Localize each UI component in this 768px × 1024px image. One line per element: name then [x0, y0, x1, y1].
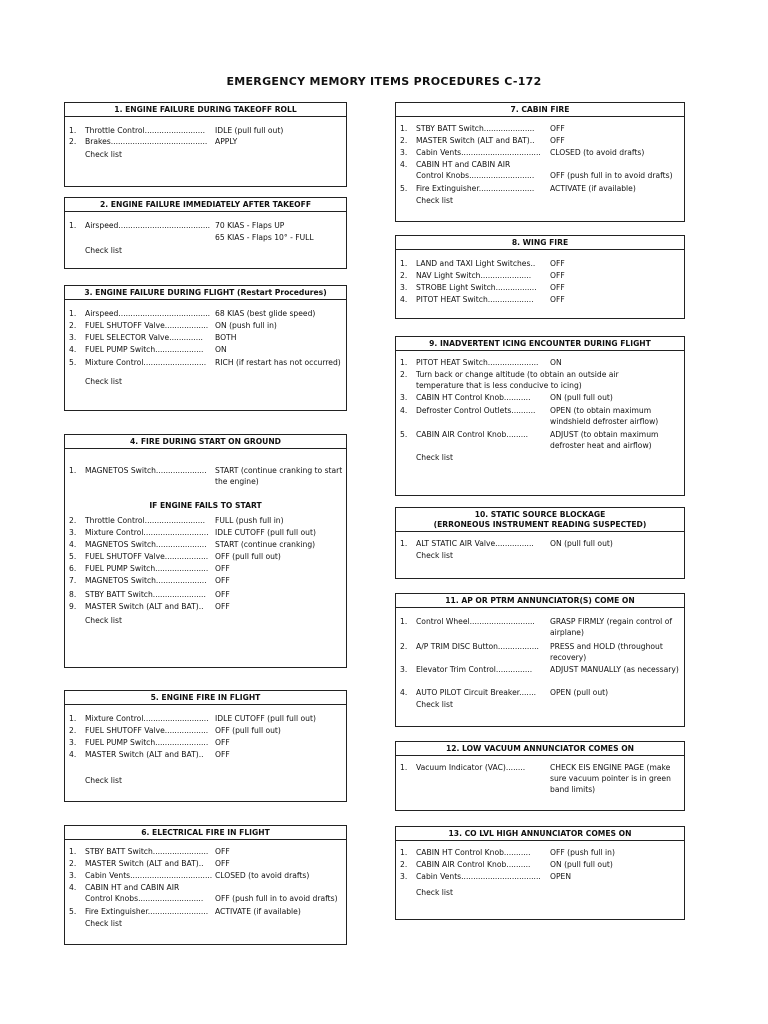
step-number: 3. [69, 871, 77, 880]
step-label: FUEL PUMP Switch...................... [85, 738, 209, 747]
step-number: 1. [69, 221, 77, 230]
step-label: FUEL SELECTOR Valve.............. [85, 333, 203, 342]
section-heading [396, 742, 684, 756]
step-number: 3. [69, 333, 77, 342]
step-action: ADJUST (to obtain maximum defroster heat and airflow) [550, 430, 659, 450]
section-electrical-fire [64, 825, 347, 945]
step-number: 1. [400, 358, 408, 367]
step-number: 4. [400, 406, 408, 415]
step-number: 4. [69, 883, 77, 892]
step-label: Cabin Vents.................................. [85, 871, 213, 880]
step-number: 2. [400, 860, 408, 869]
step-action: APPLY [215, 137, 238, 146]
step-number: 4. [69, 750, 77, 759]
step-label: Fire Extinguisher....................... [416, 184, 535, 193]
section-heading [65, 286, 346, 300]
section-engine-failure-takeoff-roll [64, 102, 347, 187]
step-number: 3. [69, 528, 77, 537]
step-number: 2. [400, 271, 408, 280]
step-action: ACTIVATE (if available) [215, 907, 301, 916]
step-action: PRESS and HOLD (throughout recovery) [550, 642, 663, 662]
step-number: 3. [69, 738, 77, 747]
step-label: MAGNETOS Switch..................... [85, 540, 207, 549]
step-action: ON (push full in) [215, 321, 277, 330]
step-label: Airspeed...................................... [85, 309, 211, 318]
step-action: CLOSED (to avoid drafts) [215, 871, 310, 880]
section-heading-text: 2. ENGINE FAILURE IMMEDIATELY AFTER TAKEOFF [99, 200, 312, 209]
section-heading [396, 508, 684, 532]
step-number: 1. [400, 259, 408, 268]
step-action: ON [550, 358, 562, 367]
step-action: OFF [550, 136, 565, 145]
step-label: Throttle Control......................... [85, 126, 205, 135]
step-action: OFF [215, 576, 230, 585]
step-label: MASTER Switch (ALT and BAT).. [85, 859, 204, 868]
step-number: 2. [400, 642, 408, 651]
step-label: A/P TRIM DISC Button................. [416, 642, 539, 651]
step-action: BOTH [215, 333, 237, 342]
step-label: ALT STATIC AIR Valve................ [416, 539, 534, 548]
step-number: 3. [400, 665, 408, 674]
step-number: 1. [69, 309, 77, 318]
page-title: EMERGENCY MEMORY ITEMS PROCEDURES C-172 [226, 75, 542, 88]
step-number: 7. [69, 576, 77, 585]
step-number: 1. [400, 124, 408, 133]
step-action: OFF [215, 590, 230, 599]
step-label: Airspeed...................................... [85, 221, 211, 230]
step-number: 9. [69, 602, 77, 611]
step-action: OFF (push full in) [550, 848, 615, 857]
check-list-label: Check list [85, 919, 122, 928]
step-number: 1. [69, 847, 77, 856]
section-heading [396, 103, 684, 117]
step-action: OFF [215, 564, 230, 573]
step-number: 4. [69, 345, 77, 354]
step-label: FUEL PUMP Switch.................... [85, 345, 204, 354]
step-number: 4. [400, 160, 408, 169]
step-action: START (continue cranking to start the engine) [215, 466, 343, 486]
step-number: 5. [69, 907, 77, 916]
check-list-label: Check list [416, 700, 453, 709]
step-action: ON (pull full out) [550, 393, 613, 402]
step-label: FUEL SHUTOFF Valve.................. [85, 726, 209, 735]
step-action: 68 KIAS (best glide speed) [215, 309, 316, 318]
step-number: 6. [69, 564, 77, 573]
step-label: Vacuum Indicator (VAC)........ [416, 763, 526, 772]
check-list-label: Check list [85, 246, 122, 255]
check-list-label: Check list [416, 551, 453, 560]
section-heading-text: 7. CABIN FIRE [510, 105, 570, 114]
step-label: Turn back or change altitude (to obtain an outside air [416, 370, 619, 379]
step-label: MASTER Switch (ALT and BAT).. [85, 602, 204, 611]
step-number: 4. [69, 540, 77, 549]
step-label: STBY BATT Switch..................... [416, 124, 535, 133]
step-number: 3. [400, 283, 408, 292]
step-action: OFF [215, 602, 230, 611]
section-heading-text: 6. ELECTRICAL FIRE IN FLIGHT [141, 828, 270, 837]
check-list-label: Check list [85, 377, 122, 386]
section-heading-text: 10. STATIC SOURCE BLOCKAGE [474, 510, 606, 519]
step-number: 1. [69, 714, 77, 723]
step-action: GRASP FIRMLY (regain control of airplane) [550, 617, 673, 637]
step-number: 5. [400, 430, 408, 439]
step-action: ON (pull full out) [550, 539, 613, 548]
step-label: Mixture Control.......................... [85, 358, 207, 367]
step-action: ADJUST MANUALLY (as necessary) [550, 665, 679, 674]
step-number: 2. [69, 516, 77, 525]
step-label: FUEL PUMP Switch...................... [85, 564, 209, 573]
step-action: OFF [215, 847, 230, 856]
step-action: CLOSED (to avoid drafts) [550, 148, 645, 157]
section-heading-text: 11. AP OR PTRM ANNUNCIATOR(S) COME ON [445, 596, 635, 605]
step-label: Throttle Control......................... [85, 516, 205, 525]
step-label: LAND and TAXI Light Switches.. [416, 259, 536, 268]
section-fire-during-start [64, 434, 347, 668]
step-number: 8. [69, 590, 77, 599]
step-label: AUTO PILOT Circuit Breaker....... [416, 688, 537, 697]
step-label: CABIN HT and CABIN AIR [416, 160, 511, 169]
section-ap-ptrm-annunciator [395, 593, 685, 727]
step-number: 2. [69, 726, 77, 735]
step-action: OFF (pull full out) [215, 552, 281, 561]
step-action: OFF [215, 750, 230, 759]
step-label: Defroster Control Outlets.......... [416, 406, 536, 415]
step-label: CABIN HT and CABIN AIR [85, 883, 180, 892]
step-label: STBY BATT Switch....................... [85, 847, 209, 856]
step-number: 1. [400, 848, 408, 857]
step-number: 4. [400, 688, 408, 697]
step-label: CABIN AIR Control Knob......... [416, 430, 529, 439]
step-label: PITOT HEAT Switch................... [416, 295, 534, 304]
section-engine-failure-in-flight [64, 285, 347, 411]
step-number: 4. [400, 295, 408, 304]
section-heading [396, 827, 684, 841]
section-heading [65, 826, 346, 840]
step-number: 5. [69, 358, 77, 367]
section-heading [396, 236, 684, 250]
section-heading-text: 4. FIRE DURING START ON GROUND [130, 437, 281, 446]
step-label: MAGNETOS Switch..................... [85, 576, 207, 585]
step-number: 2. [400, 136, 408, 145]
step-label: PITOT HEAT Switch..................... [416, 358, 539, 367]
section-heading-text: 9. INADVERTENT ICING ENCOUNTER DURING FLIGHT [429, 339, 651, 348]
section-heading-subtext: (ERRONEOUS INSTRUMENT READING SUSPECTED) [433, 520, 647, 529]
step-label: Elevator Trim Control............... [416, 665, 533, 674]
step-number: 1. [69, 126, 77, 135]
section-heading [65, 435, 346, 449]
step-action: ON (pull full out) [550, 860, 613, 869]
step-action: OFF (push full in to avoid drafts) [215, 894, 338, 903]
section-heading-text: 5. ENGINE FIRE IN FLIGHT [150, 693, 261, 702]
step-action: RICH (if restart has not occurred) [215, 358, 341, 367]
step-label: MASTER Switch (ALT and BAT).. [416, 136, 535, 145]
step-number: 1. [69, 466, 77, 475]
step-label: NAV Light Switch..................... [416, 271, 532, 280]
step-number: 5. [400, 184, 408, 193]
step-number: 5. [69, 552, 77, 561]
step-number: 2. [69, 321, 77, 330]
step-label: STBY BATT Switch...................... [85, 590, 206, 599]
check-list-label: Check list [85, 616, 122, 625]
step-label: MAGNETOS Switch..................... [85, 466, 207, 475]
step-action: OPEN (to obtain maximum windshield defroster airflow) [550, 406, 659, 426]
step-number: 1. [400, 763, 408, 772]
section-low-vacuum [395, 741, 685, 811]
section-wing-fire [395, 235, 685, 319]
check-list-label: Check list [85, 150, 122, 159]
step-action: 70 KIAS - Flaps UP [215, 221, 285, 230]
section-icing-encounter [395, 336, 685, 496]
section-co-level-high [395, 826, 685, 920]
section-heading-text: 1. ENGINE FAILURE DURING TAKEOFF ROLL [114, 105, 297, 114]
step-action: OFF [550, 271, 565, 280]
subheading: IF ENGINE FAILS TO START [149, 501, 262, 510]
step-action: OFF (pull full out) [215, 726, 281, 735]
section-heading [396, 337, 684, 351]
step-label: Control Knobs........................... [416, 171, 535, 180]
section-static-source-blockage [395, 507, 685, 579]
step-number: 2. [69, 859, 77, 868]
step-number: 2. [69, 137, 77, 146]
section-engine-fire-in-flight [64, 690, 347, 802]
check-list-label: Check list [416, 888, 453, 897]
step-number: 1. [400, 617, 408, 626]
step-label: CABIN AIR Control Knob.......... [416, 860, 531, 869]
section-heading-text: 3. ENGINE FAILURE DURING FLIGHT (Restart Procedures) [84, 288, 327, 297]
step-label: FUEL SHUTOFF Valve.................. [85, 321, 209, 330]
step-action: OFF [550, 124, 565, 133]
step-action: 65 KIAS - Flaps 10° - FULL [215, 233, 314, 242]
section-heading-text: 13. CO LVL HIGH ANNUNCIATOR COMES ON [448, 829, 632, 838]
step-action: OFF [215, 859, 230, 868]
section-heading-text: 8. WING FIRE [511, 238, 569, 247]
step-label: Control Wheel........................... [416, 617, 535, 626]
step-action: OFF (push full in to avoid drafts) [550, 171, 673, 180]
step-label: CABIN HT Control Knob........... [416, 848, 531, 857]
step-label: Control Knobs........................... [85, 894, 204, 903]
step-label: temperature that is less conducive to icing) [416, 381, 582, 390]
step-label: MASTER Switch (ALT and BAT).. [85, 750, 204, 759]
step-action: OPEN [550, 872, 572, 881]
section-engine-failure-after-takeoff [64, 197, 347, 269]
step-label: FUEL SHUTOFF Valve.................. [85, 552, 209, 561]
step-label: Fire Extinguisher......................... [85, 907, 209, 916]
section-heading [65, 103, 346, 117]
step-label: Brakes........................................ [85, 137, 208, 146]
step-action: ACTIVATE (if available) [550, 184, 636, 193]
step-action: FULL (push full in) [215, 516, 284, 525]
section-heading-text: 12. LOW VACUUM ANNUNCIATOR COMES ON [445, 744, 635, 753]
step-action: OPEN (pull out) [550, 688, 609, 697]
step-label: Cabin Vents................................. [416, 872, 541, 881]
step-action: OFF [215, 738, 230, 747]
section-heading [396, 594, 684, 608]
section-heading [65, 198, 346, 212]
step-number: 3. [400, 148, 408, 157]
step-label: CABIN HT Control Knob........... [416, 393, 531, 402]
section-cabin-fire [395, 102, 685, 222]
step-number: 3. [400, 872, 408, 881]
check-list-label: Check list [416, 453, 453, 462]
step-number: 3. [400, 393, 408, 402]
check-list-label: Check list [85, 776, 122, 785]
step-label: Cabin Vents................................. [416, 148, 541, 157]
section-heading [65, 691, 346, 705]
check-list-label: Check list [416, 196, 453, 205]
step-action: IDLE CUTOFF (pull full out) [215, 714, 316, 723]
step-action: OFF [550, 259, 565, 268]
step-label: Mixture Control........................... [85, 714, 209, 723]
step-action: START (continue cranking) [215, 540, 316, 549]
step-label: STROBE Light Switch................. [416, 283, 537, 292]
step-number: 2. [400, 370, 408, 379]
step-action: IDLE CUTOFF (pull full out) [215, 528, 316, 537]
step-action: ON [215, 345, 227, 354]
step-action: OFF [550, 283, 565, 292]
step-label: Mixture Control........................... [85, 528, 209, 537]
step-action: CHECK EIS ENGINE PAGE (make sure vacuum pointer is in green band limits) [550, 763, 671, 794]
step-number: 1. [400, 539, 408, 548]
step-action: OFF [550, 295, 565, 304]
step-action: IDLE (pull full out) [215, 126, 284, 135]
